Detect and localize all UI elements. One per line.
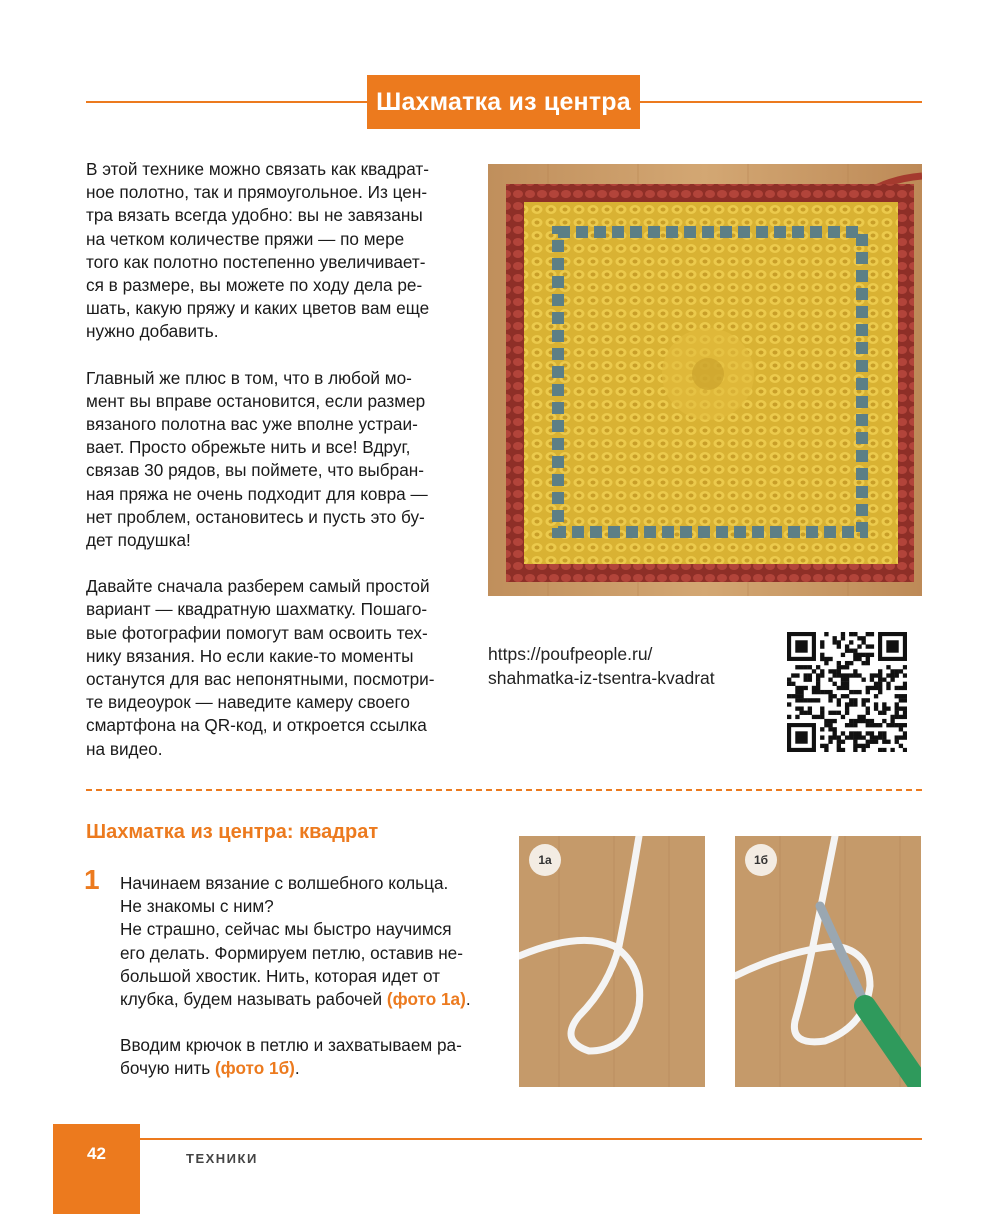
intro-paragraph-1: В этой технике можно связать как квадрат- ное полотно, так и прямоугольное. Из цен- тра вязать всегда удобно: вы не завязаны на четком количестве пряжи — по мере того как полотно постепенно увеличивает- ся в размере, вы можете по ходу дела ре- шать, какую пряжу и каких цветов вам еще нужно добавить.: [86, 159, 430, 342]
step-paragraph-2: Вводим крючок в петлю и захватываем ра- бочую нить (фото 1б).: [120, 1035, 462, 1079]
video-link-line-1[interactable]: https://poufpeople.ru/: [488, 644, 653, 664]
photo-1a: [519, 836, 705, 1087]
photo-ref-1b: (фото 1б): [214, 1058, 295, 1079]
video-link-line-2[interactable]: shahmatka-iz-tsentra-kvadrat: [488, 668, 715, 688]
crochet-square-photo: [488, 164, 922, 596]
intro-paragraph-3: Давайте сначала разберем самый простой вариант — квадратную шахматку. Пошаго- вые фотографии помогут вам освоить тех- нику вязания. Но если какие-то моменты останутся для вас непонятными, посмотри- те видеоурок — наведите камеру своего смартфона на QR-код, и откроется ссылка на видео.: [86, 576, 435, 759]
footer-rule: [140, 1138, 922, 1140]
page-number-box: [53, 1124, 140, 1214]
photo-1b: [735, 836, 921, 1087]
page-number: 42: [87, 1144, 106, 1163]
section-heading: Шахматка из центра: квадрат: [86, 821, 379, 843]
intro-paragraph-2: Главный же плюс в том, что в любой мо- мент вы вправе остановится, если размер вязаного полотна вас уже вполне устраи- вает. Просто обрежьте нить и все! Вдруг, связав 30 рядов, вы поймете, что выбран- ная пряжа не очень подходит для ковра — нет проблем, остановитесь и пусть это бу- дет подушка!: [86, 367, 428, 551]
page-title: Шахматка из центра: [376, 87, 631, 116]
qr-code[interactable]: [787, 632, 907, 752]
title-banner: [367, 75, 640, 129]
step-paragraph-1: Начинаем вязание с волшебного кольца. Не знакомы с ним? Не страшно, сейчас мы быстро научимся его делать. Формируем петлю, оставив не- большой хвостик. Нить, которая идет от клубка, будем называть рабочей (фото 1а).: [120, 873, 471, 1010]
intro-text: [86, 158, 466, 784]
photo-ref-1a: (фото 1а): [386, 989, 466, 1010]
section-divider: [86, 789, 922, 791]
photo-1a-badge: 1а: [529, 844, 561, 876]
photo-1b-badge: 1б: [745, 844, 777, 876]
footer-section-name: ТЕХНИКИ: [186, 1151, 258, 1166]
step-number: 1: [84, 864, 100, 895]
video-link[interactable]: [488, 642, 738, 690]
step-text: [120, 872, 500, 1104]
